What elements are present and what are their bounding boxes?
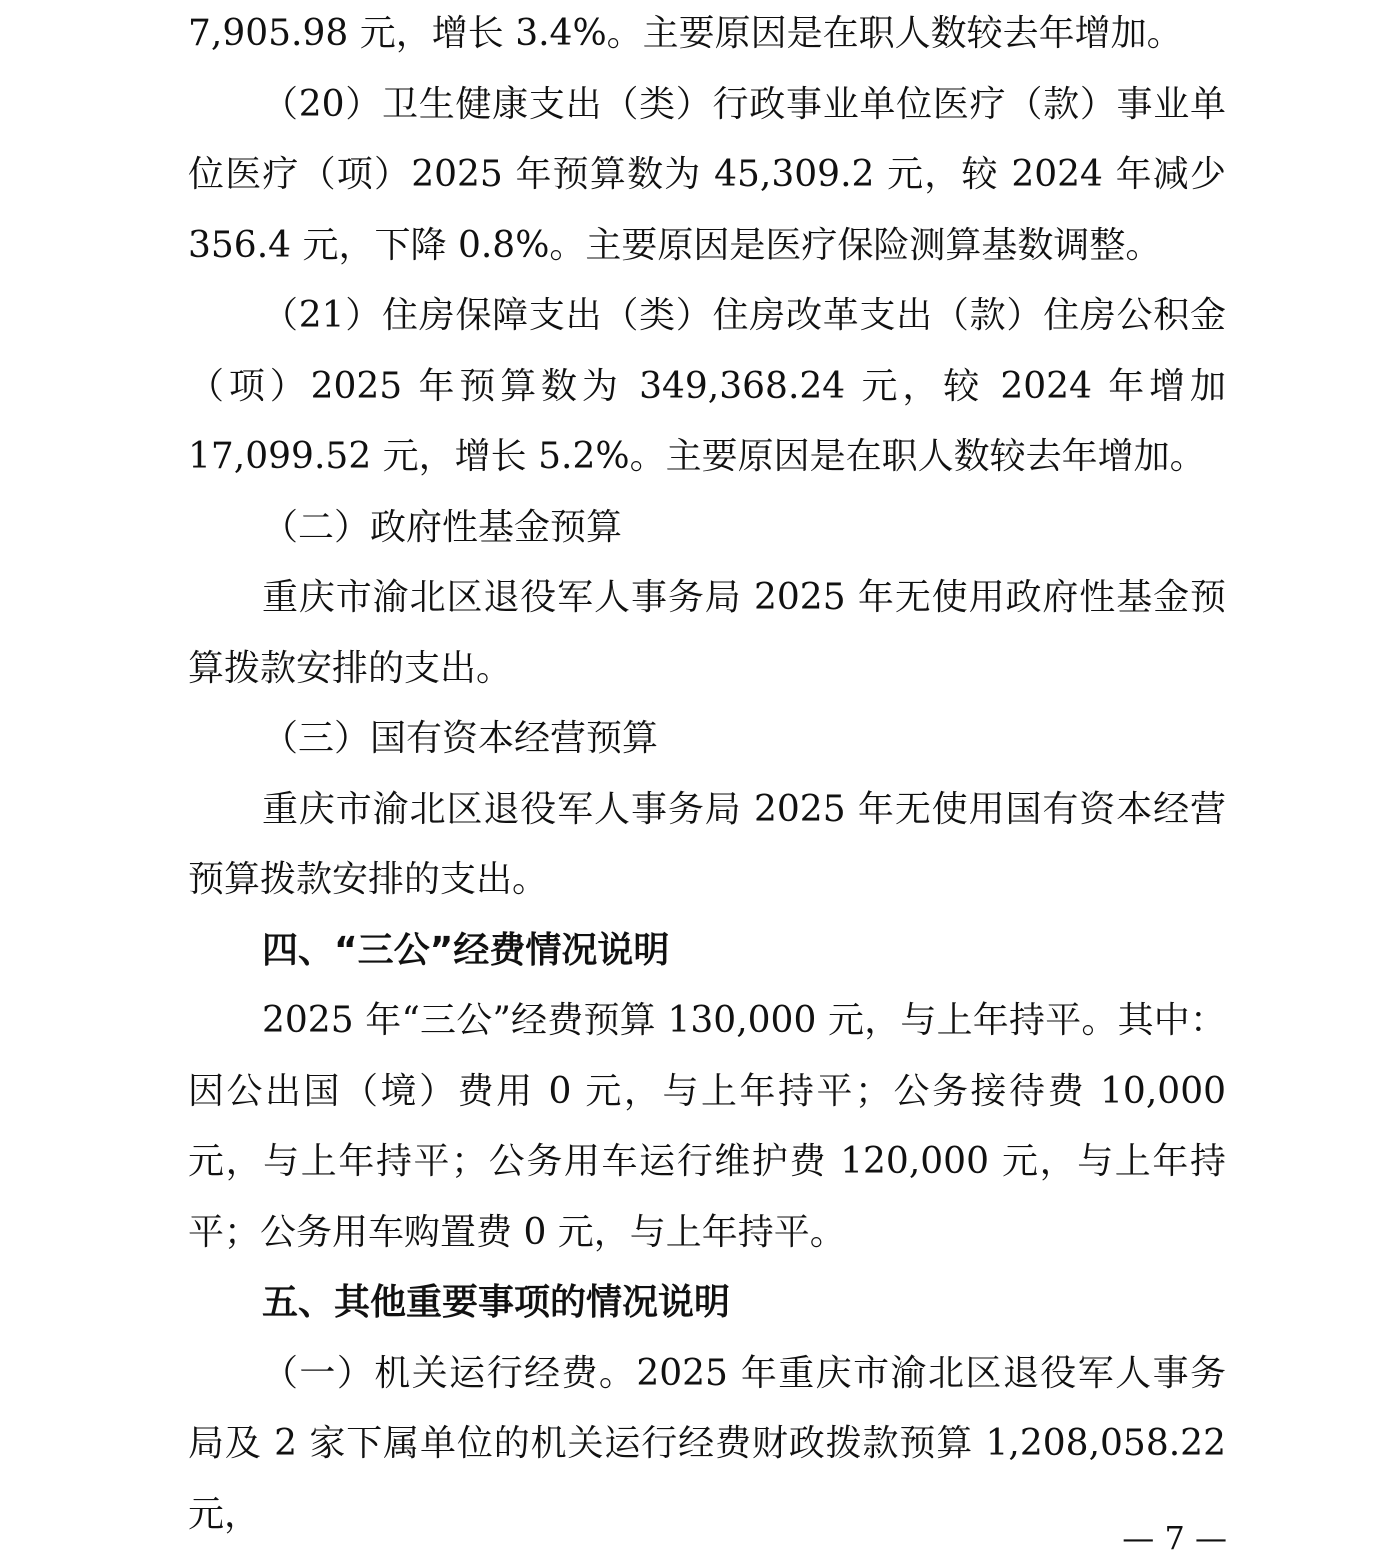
subheading-state-capital-budget: （三）国有资本经营预算 [262, 718, 659, 759]
section-heading-three-public-expenses: 四、“三公”经费情况说明 [262, 929, 670, 971]
paragraph-health-expenditure: （20）卫生健康支出（类）行政事业单位医疗（款）事业单位医疗（项）2025 年预算数为 45,309.2 元，较 2024 年减少 356.4 元，下降 0.8%。主要原因是医疗保险测算基数调整。 [188, 83, 1226, 266]
page-number: — 7 — [1122, 1519, 1227, 1557]
paragraph-state-capital-budget: 重庆市渝北区退役军人事务局 2025 年无使用国有资本经营预算拨款安排的支出。 [188, 788, 1226, 900]
document-page [188, 0, 1226, 1550]
subheading-government-fund-budget: （二）政府性基金预算 [262, 506, 623, 548]
section-heading-other-matters: 五、其他重要事项的情况说明 [262, 1282, 731, 1323]
paragraph-operating-expenses: （一）机关运行经费。2025 年重庆市渝北区退役军人事务局及 2 家下属单位的机关运行经费财政拨款预算 1,208,058.22 元， [188, 1352, 1226, 1535]
paragraph-three-public-expenses: 2025 年“三公”经费预算 130,000 元，与上年持平。其中：因公出国（境）费用 0 元，与上年持平；公务接待费 10,000 元，与上年持平；公务用车运行维护费 120,000 元，与上年持平；公务用车购置费 0 元，与上年持平。 [188, 1000, 1226, 1253]
paragraph-housing-expenditure: （21）住房保障支出（类）住房改革支出（款）住房公积金（项）2025 年预算数为 349,368.24 元，较 2024 年增加 17,099.52 元，增长 5.2%。主要原因是在职人数较去年增加。 [188, 295, 1226, 477]
paragraph-continuation: 7,905.98 元，增长 3.4%。主要原因是在职人数较去年增加。 [188, 13, 1183, 54]
paragraph-government-fund-budget: 重庆市渝北区退役军人事务局 2025 年无使用政府性基金预算拨款安排的支出。 [188, 577, 1226, 689]
